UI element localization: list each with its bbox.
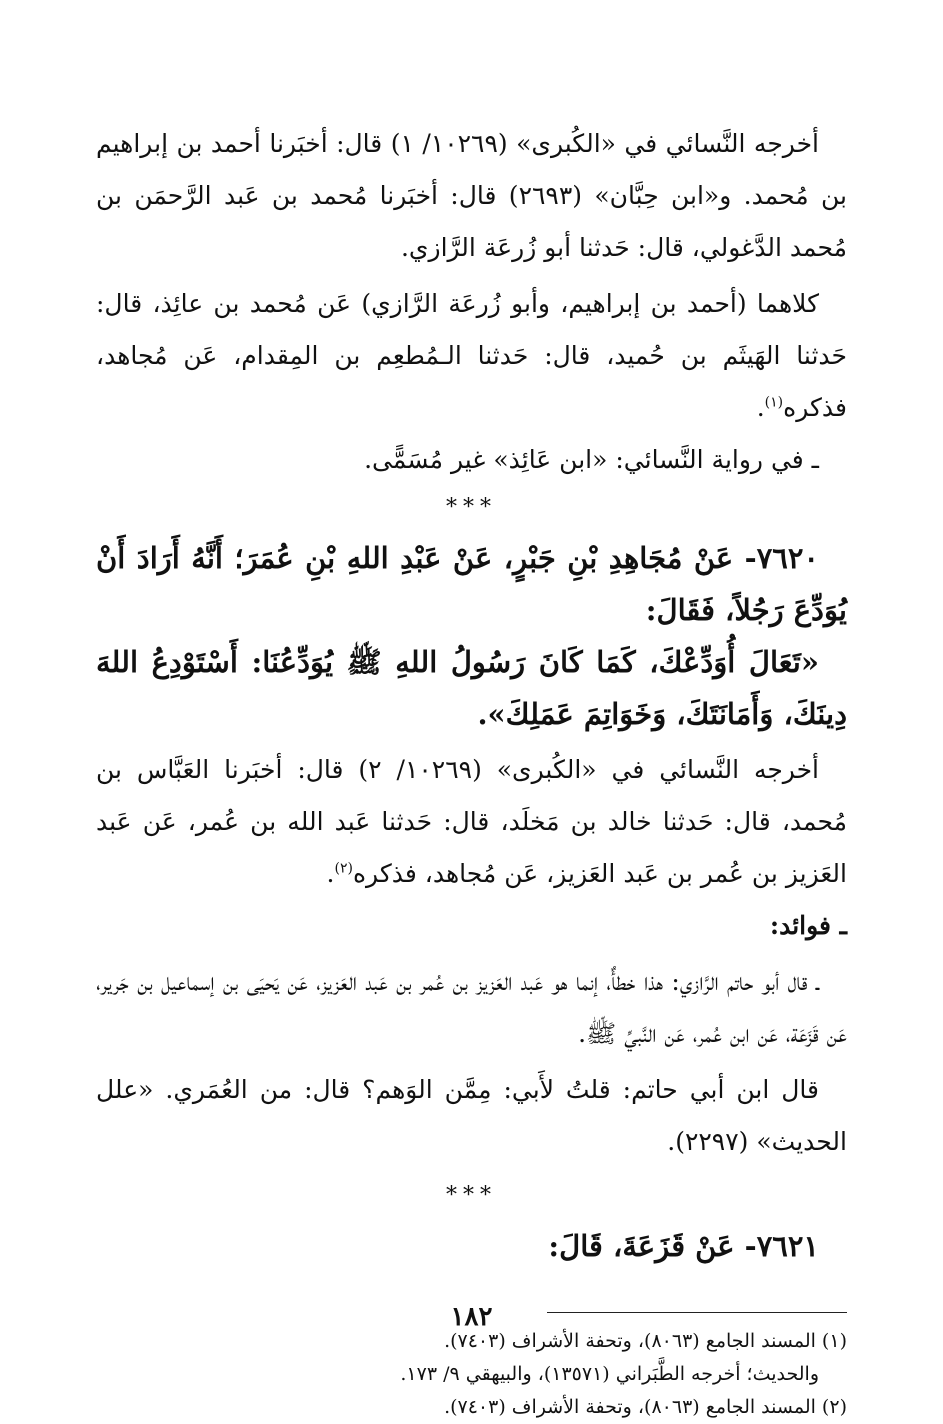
paragraph-end: . xyxy=(756,393,765,422)
footnote-1: (١) المسند الجامع (٨٠٦٣)، وتحفة الأشراف (٧٤٠٣). xyxy=(444,1330,847,1352)
hadith-7620-intro: ٧٦٢٠- عَنْ مُجَاهِدِ بْنِ جَبْرٍ، عَنْ عَبْدِ اللهِ بْنِ عُمَرَ؛ أَنَّهُ أَرَادَ أَنْ يُوَدِّعَ رَجُلاً، فَقَالَ: xyxy=(96,541,847,627)
paragraph-text: أخرجه النَّسائي في «الكُبرى» (١٠٢٦٩/ ٢) قال: أخبَرنا العَبَّاس بن مُحمد، قال: حَدثنا خالد بن مَخلَد، قال: حَدثنا عَبد الله بن عُمر، عَن عَبد العَزيز بن عُمر بن عَبد العَزيز، عَن مُجاهد، فذكره xyxy=(96,755,847,888)
paragraph-abu-hatim: ـ قال أبو حاتم الرَّازي: هذا خطأٌ، إنما هو عَبد العَزيز بن عُمر بن عَبد العَزيز، عَن يَحيَى بن إسماعيل بن جَرير، عَن قَزَعَة، عَن ابن عُمر، عَن النَّبيِّ ﷺ. xyxy=(96,967,847,1048)
paragraph-nasai-note: ـ في رواية النَّسائي: «ابن عَائِذ» غير مُسَمًّى. xyxy=(364,445,819,474)
footnote-1-continuation: والحديث؛ أخرجه الطَّبَراني (١٣٥٧١)، والبيهقي ٩/ ١٧٣. xyxy=(400,1363,819,1385)
section-separator: *** xyxy=(446,495,497,520)
footnote-ref-2: (٢) xyxy=(334,860,353,877)
footnote-2: (٢) المسند الجامع (٨٠٦٣)، وتحفة الأشراف (٧٤٠٣). xyxy=(444,1396,847,1418)
paragraph-end: . xyxy=(326,859,335,888)
paragraph-takhrij-1: أخرجه النَّسائي في «الكُبرى» (١٠٢٦٩/ ١) قال: أخبَرنا أحمد بن إبراهيم بن مُحمد. و«ابن حِبَّان» (٢٦٩٣) قال: أخبَرنا مُحمد بن عَبد الرَّحمَن بن مُحمد الدَّغولي، قال: حَدثنا أبو زُرعَة الرَّازي. xyxy=(96,129,848,262)
paragraph-takhrij-3 xyxy=(96,744,847,900)
paragraph-text: كلاهما (أحمد بن إبراهيم، وأبو زُرعَة الرَّازي) عَن مُحمد بن عائِذ، قال: حَدثنا الهَيثَم بن حُميد، قال: حَدثنا الـمُطعِم بن المِقدام، عَن مُجاهد، فذكره xyxy=(96,289,847,422)
hadith-7620-text: «تَعَالَ أُوَدِّعْكَ، كَمَا كَانَ رَسُولُ اللهِ ﷺ يُوَدِّعُنَا: أَسْتَوْدِعُ اللهَ دِينَكَ، وَأَمَانَتَكَ، وَخَوَاتِمَ عَمَلِكَ». xyxy=(96,645,847,731)
hadith-7621-intro: ٧٦٢١- عَنْ قَزَعَةَ، قَالَ: xyxy=(548,1229,819,1263)
benefits-heading: ـ فوائد: xyxy=(769,911,847,940)
footnotes xyxy=(96,1325,847,1424)
paragraph-ibn-abi-hatim: قال ابن أبي حاتم: قلتُ لأَبي: مِمَّن الوَهم؟ قال: من العُمَري. «علل الحديث» (٢٢٩٧). xyxy=(96,1075,847,1156)
footnote-ref-1: (١) xyxy=(764,394,784,411)
section-separator: *** xyxy=(446,1183,497,1208)
page-number: ١٨٢ xyxy=(450,1302,493,1332)
paragraph-takhrij-2 xyxy=(96,278,847,434)
